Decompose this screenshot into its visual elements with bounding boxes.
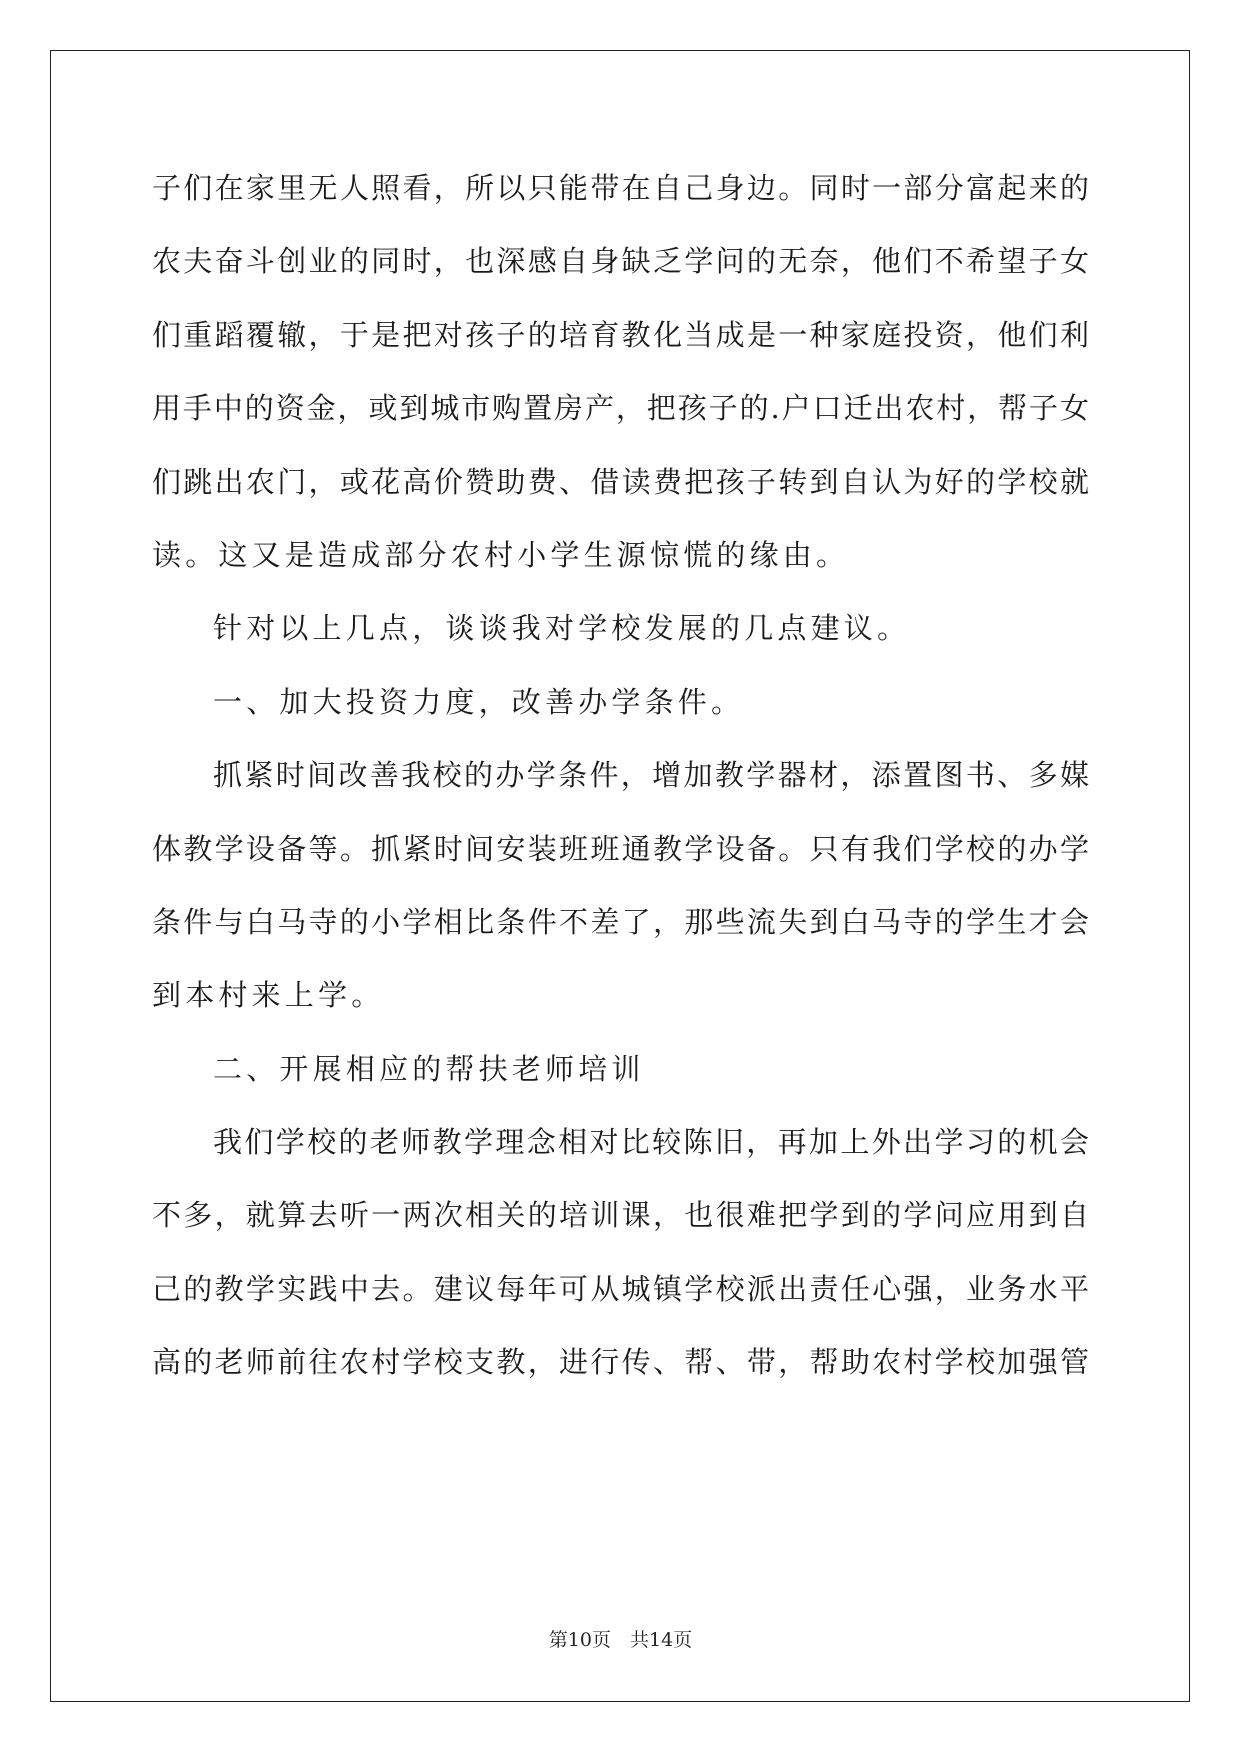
page-mid: 页 共 <box>591 1629 649 1651</box>
text-line: 们重蹈覆辙，于是把对孩子的培育教化当成是一种家庭投资，他们利 <box>152 317 1089 352</box>
paragraph-first-line: 抓紧时间改善我校的办学条件，增加教学器材，添置图书、多媒 <box>213 758 1089 793</box>
section-heading: 一、加大投资力度，改善办学条件。 <box>213 684 745 719</box>
page-prefix: 第 <box>548 1629 568 1651</box>
text-line: 条件与白马寺的小学相比条件不差了，那些流失到白马寺的学生才会 <box>152 904 1089 939</box>
text-line: 读。这又是造成部分农村小学生源惊慌的缘由。 <box>152 537 850 572</box>
section-heading: 二、开展相应的帮扶老师培训 <box>213 1051 645 1086</box>
page-suffix: 页 <box>673 1629 693 1651</box>
text-line: 高的老师前往农村学校支教，进行传、帮、带，帮助农村学校加强管 <box>152 1345 1089 1380</box>
text-line: 己的教学实践中去。建议每年可从城镇学校派出责任心强，业务水平 <box>152 1271 1089 1306</box>
text-line: 子们在家里无人照看，所以只能带在自己身边。同时一部分富起来的 <box>152 171 1089 205</box>
document-body <box>152 160 1089 1408</box>
text-line: 们跳出农门，或花高价赞助费、借读费把孩子转到自认为好的学校就 <box>152 464 1089 499</box>
page-number-footer <box>0 1628 1241 1652</box>
text-line: 用手中的资金，或到城市购置房产，把孩子的.户口迁出农村，帮子女 <box>152 391 1089 426</box>
text-line: 不多，就算去听一两次相关的培训课，也很难把学到的学问应用到自 <box>152 1198 1089 1233</box>
current-page-number: 10 <box>567 1629 592 1651</box>
paragraph-first-line: 我们学校的老师教学理念相对比较陈旧，再加上外出学习的机会 <box>213 1125 1089 1160</box>
paragraph-first-line: 针对以上几点，谈谈我对学校发展的几点建议。 <box>213 611 911 646</box>
text-line: 体教学设备等。抓紧时间安装班班通教学设备。只有我们学校的办学 <box>152 831 1089 866</box>
text-line: 到本村来上学。 <box>152 978 385 1013</box>
text-line: 农夫奋斗创业的同时，也深感自身缺乏学问的无奈，他们不希望子女 <box>152 244 1089 279</box>
total-page-number: 14 <box>649 1629 674 1651</box>
